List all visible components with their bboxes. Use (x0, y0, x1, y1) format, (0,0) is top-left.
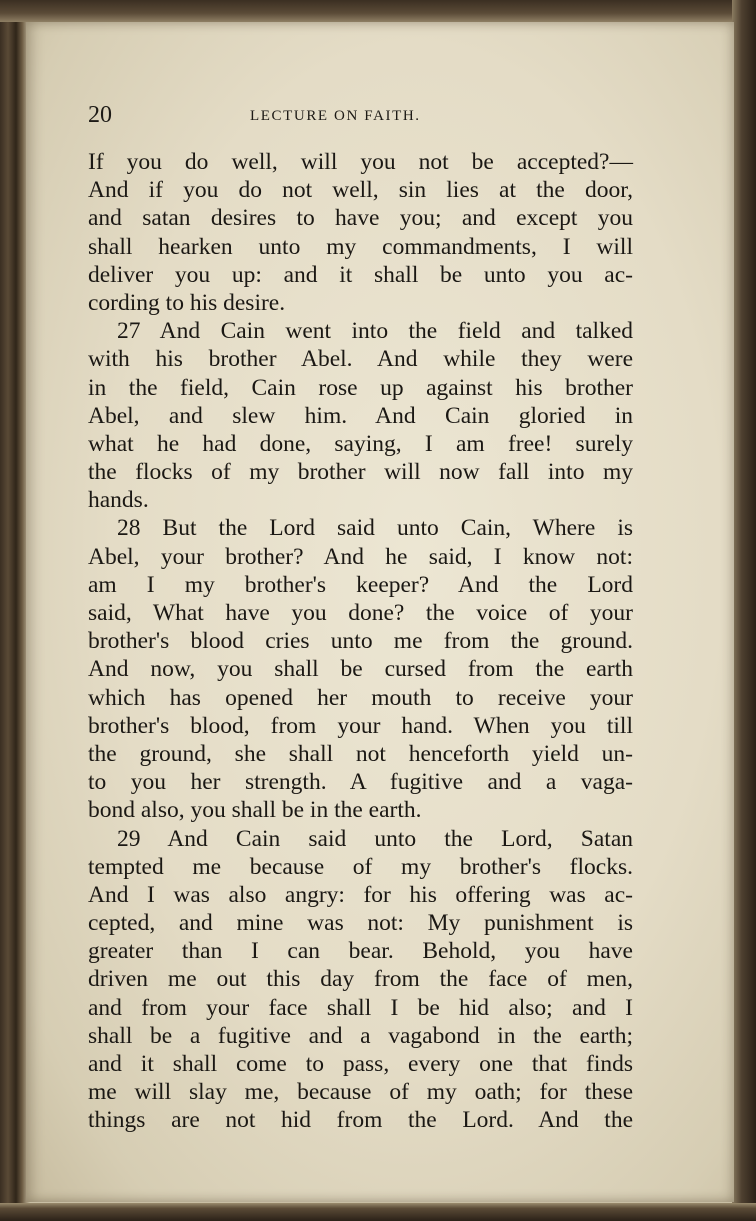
text-line: hands. (88, 487, 149, 514)
text-line: Abel, and slew him. And Cain gloried in (88, 402, 633, 429)
text-line: the flocks of my brother will now fall into my (88, 459, 633, 486)
text-line: cepted, and mine was not: My punishment is (88, 910, 633, 937)
text-line: And now, you shall be cursed from the earth (88, 656, 633, 683)
page-header (88, 102, 488, 138)
text-line: to you her strength. A fugitive and a vaga- (88, 769, 633, 796)
text-line: cording to his desire. (88, 289, 286, 316)
text-line: tempted me because of my brother's flocks. (88, 853, 633, 880)
text-line: And I was also angry: for his offering was ac- (88, 881, 633, 908)
text-line: said, What have you done? the voice of your (88, 600, 633, 626)
page-paper (26, 22, 734, 1202)
text-line: and from your face shall I be hid also; and I (88, 994, 633, 1021)
text-line: brother's blood, from your hand. When you till (88, 712, 633, 739)
text-line: in the field, Cain rose up against his brother (88, 374, 633, 401)
text-line: am I my brother's keeper? And the Lord (88, 571, 633, 598)
text-line: things are not hid from the Lord. And the (88, 1107, 633, 1134)
book-spine-edge (732, 0, 756, 1221)
book-bottom-edge (0, 1203, 756, 1221)
text-line: shall hearken unto my commandments, I will (88, 233, 633, 260)
text-line: me will slay me, because of my oath; for these (88, 1079, 633, 1106)
text-line: the ground, she shall not henceforth yield un- (88, 740, 633, 767)
text-line: and it shall come to pass, every one that finds (88, 1051, 633, 1077)
text-line: driven me out this day from the face of men, (88, 966, 633, 993)
text-line: 28 But the Lord said unto Cain, Where is (117, 515, 633, 542)
text-line: 29 And Cain said unto the Lord, Satan (117, 825, 633, 852)
text-line: And if you do not well, sin lies at the door, (88, 177, 633, 204)
text-line: shall be a fugitive and a vagabond in the earth; (88, 1022, 633, 1049)
text-line: deliver you up: and it shall be unto you ac- (88, 261, 633, 288)
text-line: 27 And Cain went into the field and talked (117, 318, 633, 345)
running-head: LECTURE ON FAITH. (250, 108, 421, 124)
text-line: with his brother Abel. And while they were (88, 346, 633, 373)
text-line: and satan desires to have you; and except you (88, 205, 633, 232)
text-line: bond also, you shall be in the earth. (88, 797, 422, 824)
text-line: what he had done, saying, I am free! surely (88, 430, 633, 457)
text-line: brother's blood cries unto me from the ground. (88, 628, 633, 655)
body-text (88, 148, 633, 1135)
text-line: If you do well, will you not be accepted?— (88, 149, 633, 175)
text-line: greater than I can bear. Behold, you have (88, 938, 633, 965)
page-number: 20 (88, 102, 112, 128)
book-top-edge (0, 0, 756, 22)
text-line: Abel, your brother? And he said, I know not: (88, 543, 633, 570)
text-line: which has opened her mouth to receive your (88, 684, 633, 711)
